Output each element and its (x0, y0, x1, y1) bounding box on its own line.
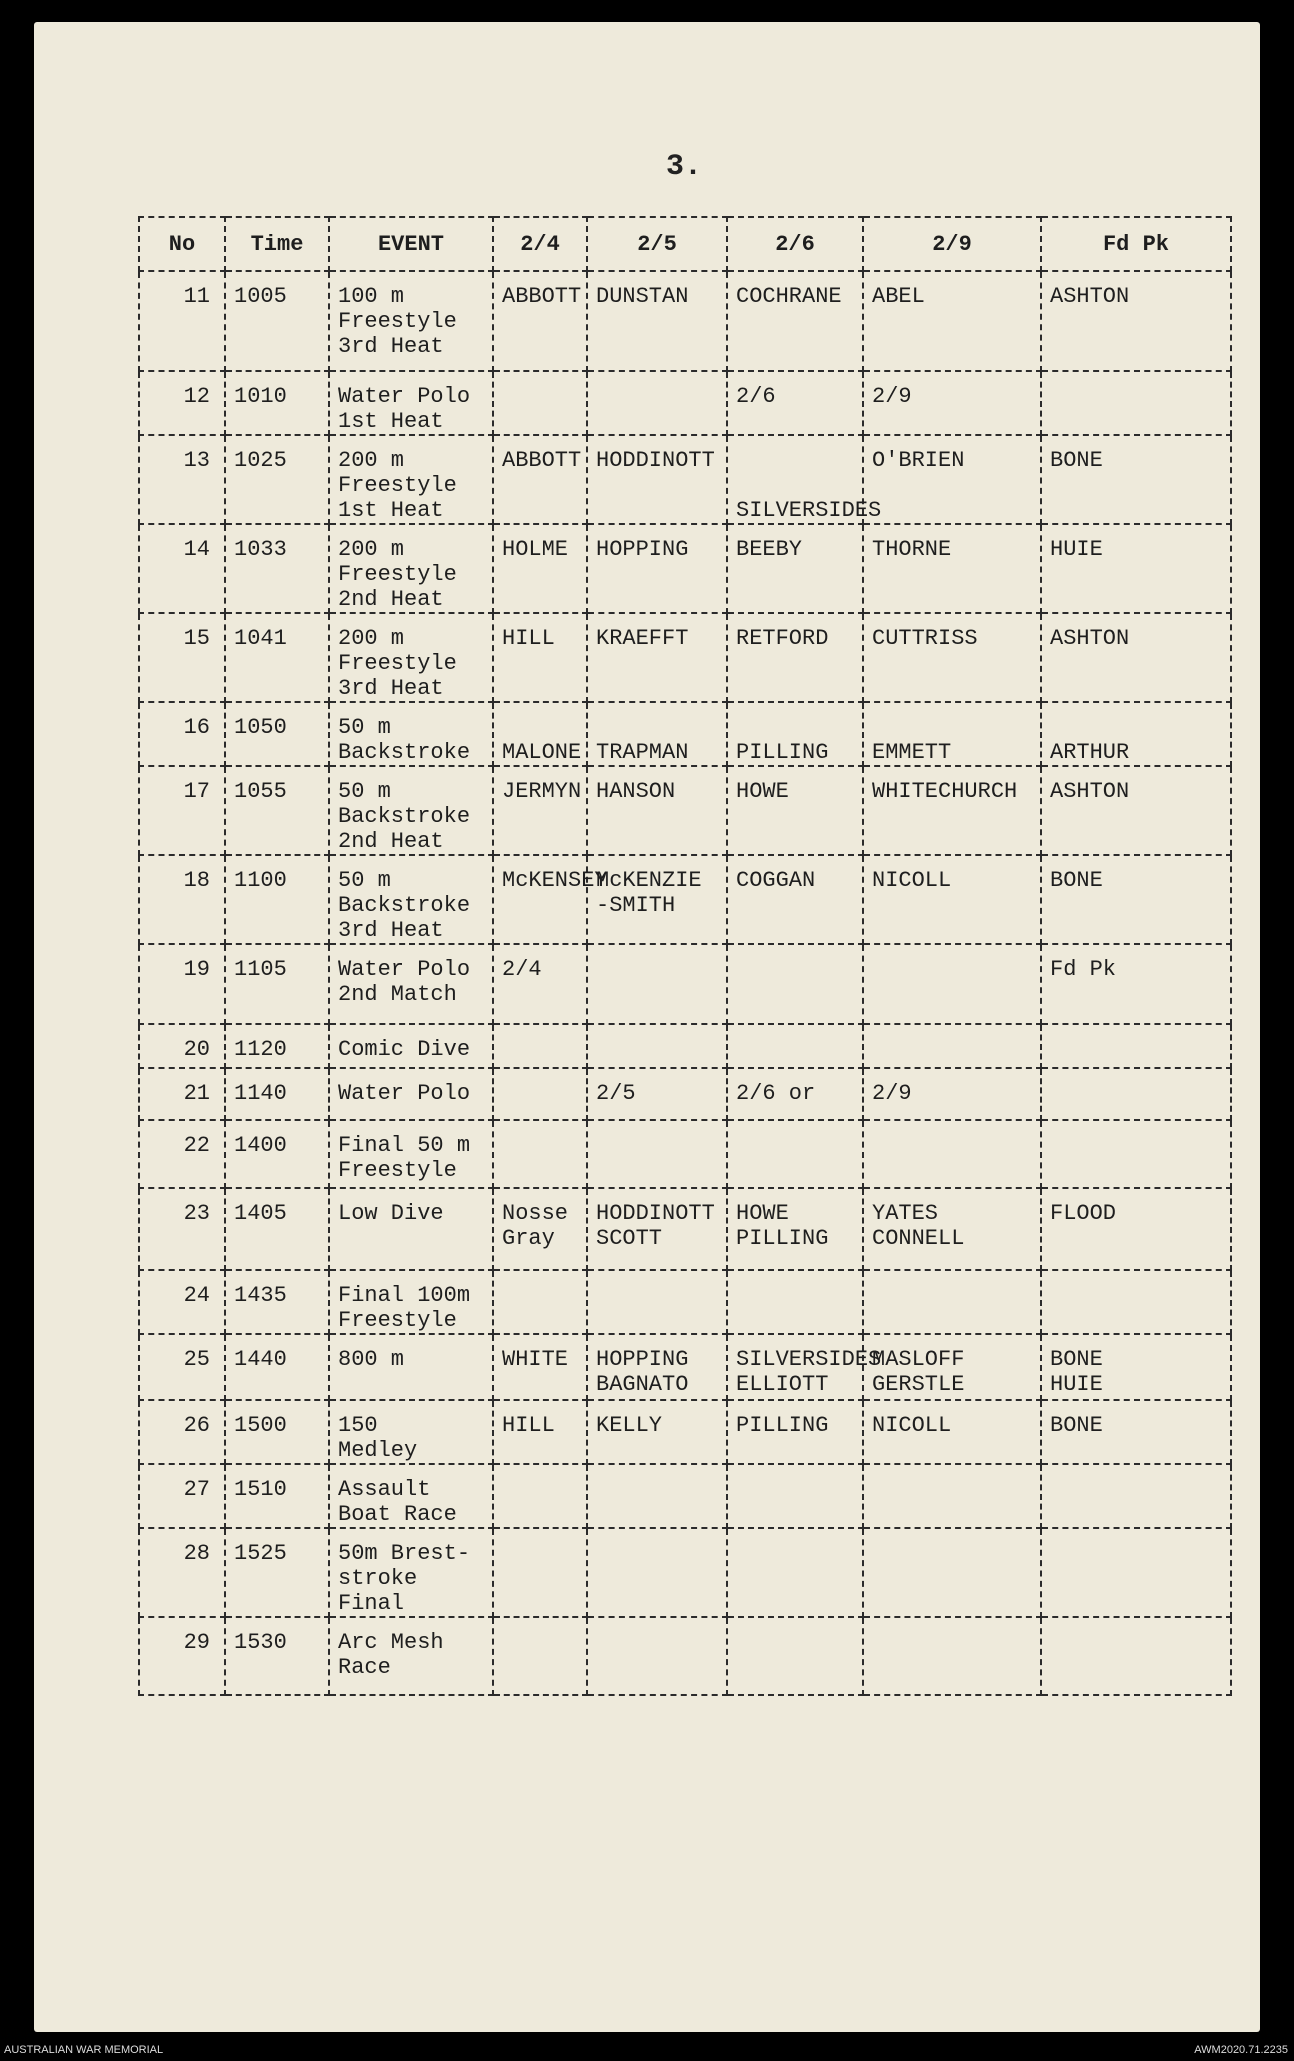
table-row (139, 944, 1231, 1024)
table-row (139, 1188, 1231, 1270)
table-row (139, 271, 1231, 371)
cell-2-9 (863, 1528, 1041, 1617)
cell-2-9: O'BRIEN (863, 435, 1041, 524)
cell-2-5: 2/5 (587, 1068, 727, 1120)
cell-event: 50 m Backstroke 2nd Heat (329, 766, 493, 855)
cell-no: 25 (139, 1334, 225, 1400)
cell-no: 19 (139, 944, 225, 1024)
cell-2-5: KELLY (587, 1400, 727, 1464)
document-page (34, 22, 1260, 2032)
cell-time: 1140 (225, 1068, 329, 1120)
cell-2-4 (493, 1120, 587, 1188)
cell-time: 1400 (225, 1120, 329, 1188)
cell-2-5 (587, 944, 727, 1024)
cell-2-5: HANSON (587, 766, 727, 855)
cell-fd-pk: BONE (1041, 435, 1231, 524)
table-row (139, 1120, 1231, 1188)
cell-2-9: NICOLL (863, 855, 1041, 944)
cell-time: 1100 (225, 855, 329, 944)
cell-2-6: 2/6 (727, 371, 863, 435)
cell-fd-pk: BONE (1041, 855, 1231, 944)
table-row (139, 855, 1231, 944)
cell-fd-pk (1041, 371, 1231, 435)
cell-2-9: CUTTRISS (863, 613, 1041, 702)
table-row (139, 1068, 1231, 1120)
cell-time: 1025 (225, 435, 329, 524)
cell-2-4: ABBOTT (493, 435, 587, 524)
cell-no: 26 (139, 1400, 225, 1464)
cell-event: 100 m Freestyle 3rd Heat (329, 271, 493, 371)
cell-no: 23 (139, 1188, 225, 1270)
cell-2-4 (493, 1024, 587, 1068)
footer-bar (0, 2040, 1294, 2061)
cell-2-6 (727, 944, 863, 1024)
cell-no: 24 (139, 1270, 225, 1334)
cell-2-9 (863, 1024, 1041, 1068)
cell-fd-pk (1041, 1464, 1231, 1528)
cell-2-4: JERMYN (493, 766, 587, 855)
cell-2-6: 2/6 or (727, 1068, 863, 1120)
cell-time: 1010 (225, 371, 329, 435)
cell-fd-pk (1041, 1068, 1231, 1120)
cell-2-4 (493, 1068, 587, 1120)
cell-2-9 (863, 1464, 1041, 1528)
cell-2-5: HODDINOTT SCOTT (587, 1188, 727, 1270)
cell-event: Arc Mesh Race (329, 1617, 493, 1695)
header-event: EVENT (329, 217, 493, 271)
cell-2-6 (727, 1120, 863, 1188)
header-2-5: 2/5 (587, 217, 727, 271)
cell-2-6 (727, 1617, 863, 1695)
cell-2-9 (863, 1120, 1041, 1188)
header-2-6: 2/6 (727, 217, 863, 271)
cell-event: 800 m (329, 1334, 493, 1400)
cell-event: Water Polo 2nd Match (329, 944, 493, 1024)
cell-fd-pk: HUIE (1041, 524, 1231, 613)
cell-2-9 (863, 944, 1041, 1024)
cell-fd-pk: ARTHUR (1041, 702, 1231, 766)
table-row (139, 613, 1231, 702)
header-time: Time (225, 217, 329, 271)
cell-time: 1055 (225, 766, 329, 855)
cell-2-9: NICOLL (863, 1400, 1041, 1464)
cell-2-4 (493, 1270, 587, 1334)
cell-fd-pk (1041, 1617, 1231, 1695)
cell-2-5: McKENZIE -SMITH (587, 855, 727, 944)
cell-2-6: COCHRANE (727, 271, 863, 371)
cell-time: 1005 (225, 271, 329, 371)
cell-2-4: HOLME (493, 524, 587, 613)
table-row (139, 1464, 1231, 1528)
footer-accession-number: AWM2020.71.2235 (1194, 2044, 1288, 2056)
cell-no: 16 (139, 702, 225, 766)
cell-fd-pk: ASHTON (1041, 613, 1231, 702)
cell-no: 28 (139, 1528, 225, 1617)
footer-credit: AUSTRALIAN WAR MEMORIAL (4, 2044, 164, 2056)
cell-2-5: TRAPMAN (587, 702, 727, 766)
schedule-table (138, 216, 1232, 1696)
cell-fd-pk (1041, 1024, 1231, 1068)
cell-fd-pk (1041, 1270, 1231, 1334)
cell-2-4 (493, 1617, 587, 1695)
cell-event: 200 m Freestyle 1st Heat (329, 435, 493, 524)
cell-no: 21 (139, 1068, 225, 1120)
cell-2-4: Nosse Gray (493, 1188, 587, 1270)
table-row (139, 1617, 1231, 1695)
cell-2-6 (727, 1464, 863, 1528)
cell-2-5 (587, 1270, 727, 1334)
cell-fd-pk: ASHTON (1041, 271, 1231, 371)
cell-2-4 (493, 1464, 587, 1528)
cell-2-6: HOWE (727, 766, 863, 855)
table-row (139, 1024, 1231, 1068)
cell-2-5 (587, 1528, 727, 1617)
cell-no: 12 (139, 371, 225, 435)
cell-time: 1120 (225, 1024, 329, 1068)
cell-2-5 (587, 1024, 727, 1068)
cell-event: Final 100m Freestyle (329, 1270, 493, 1334)
header-2-4: 2/4 (493, 217, 587, 271)
cell-2-6 (727, 1270, 863, 1334)
table-row (139, 1400, 1231, 1464)
cell-2-9: MASLOFF GERSTLE (863, 1334, 1041, 1400)
cell-2-9 (863, 1270, 1041, 1334)
cell-2-6: PILLING (727, 1400, 863, 1464)
cell-2-9: 2/9 (863, 371, 1041, 435)
cell-2-6: HOWE PILLING (727, 1188, 863, 1270)
cell-no: 13 (139, 435, 225, 524)
cell-2-5: HODDINOTT (587, 435, 727, 524)
cell-no: 22 (139, 1120, 225, 1188)
cell-time: 1041 (225, 613, 329, 702)
cell-no: 29 (139, 1617, 225, 1695)
cell-2-6: BEEBY (727, 524, 863, 613)
table-row (139, 702, 1231, 766)
cell-2-5 (587, 1464, 727, 1528)
cell-fd-pk (1041, 1528, 1231, 1617)
cell-fd-pk: Fd Pk (1041, 944, 1231, 1024)
cell-2-6: RETFORD (727, 613, 863, 702)
cell-no: 15 (139, 613, 225, 702)
cell-event: 50 m Backstroke 3rd Heat (329, 855, 493, 944)
cell-2-5: HOPPING (587, 524, 727, 613)
cell-2-5 (587, 371, 727, 435)
cell-event: Comic Dive (329, 1024, 493, 1068)
cell-fd-pk: BONE HUIE (1041, 1334, 1231, 1400)
table-row (139, 766, 1231, 855)
cell-time: 1525 (225, 1528, 329, 1617)
cell-2-4 (493, 1528, 587, 1617)
page-number: 3. (666, 150, 703, 184)
cell-time: 1105 (225, 944, 329, 1024)
header-no: No (139, 217, 225, 271)
cell-2-5: HOPPING BAGNATO (587, 1334, 727, 1400)
cell-2-4: HILL (493, 1400, 587, 1464)
table-row (139, 524, 1231, 613)
cell-no: 11 (139, 271, 225, 371)
cell-2-5 (587, 1120, 727, 1188)
cell-2-5 (587, 1617, 727, 1695)
cell-event: 50m Brest- stroke Final (329, 1528, 493, 1617)
cell-2-9: 2/9 (863, 1068, 1041, 1120)
cell-time: 1500 (225, 1400, 329, 1464)
table-row (139, 371, 1231, 435)
cell-time: 1050 (225, 702, 329, 766)
cell-no: 14 (139, 524, 225, 613)
cell-fd-pk: ASHTON (1041, 766, 1231, 855)
cell-2-4: McKENSEY (493, 855, 587, 944)
table-row (139, 1334, 1231, 1400)
table-row (139, 1270, 1231, 1334)
cell-event: 150 Medley (329, 1400, 493, 1464)
cell-2-5: KRAEFFT (587, 613, 727, 702)
cell-time: 1440 (225, 1334, 329, 1400)
cell-2-4: WHITE (493, 1334, 587, 1400)
table-row (139, 1528, 1231, 1617)
cell-2-9: WHITECHURCH (863, 766, 1041, 855)
header-2-9: 2/9 (863, 217, 1041, 271)
cell-2-4: ABBOTT (493, 271, 587, 371)
cell-event: Final 50 m Freestyle (329, 1120, 493, 1188)
cell-event: Assault Boat Race (329, 1464, 493, 1528)
cell-2-6: SILVERSIDES (727, 435, 863, 524)
cell-no: 20 (139, 1024, 225, 1068)
cell-2-6 (727, 1024, 863, 1068)
cell-2-6 (727, 1528, 863, 1617)
cell-time: 1033 (225, 524, 329, 613)
cell-event: 200 m Freestyle 2nd Heat (329, 524, 493, 613)
cell-no: 27 (139, 1464, 225, 1528)
cell-event: Water Polo (329, 1068, 493, 1120)
cell-time: 1510 (225, 1464, 329, 1528)
cell-event: 200 m Freestyle 3rd Heat (329, 613, 493, 702)
table-row (139, 435, 1231, 524)
cell-2-4: HILL (493, 613, 587, 702)
cell-2-9: EMMETT (863, 702, 1041, 766)
schedule-body (139, 271, 1231, 1695)
cell-2-4 (493, 371, 587, 435)
cell-2-5: DUNSTAN (587, 271, 727, 371)
cell-time: 1530 (225, 1617, 329, 1695)
cell-2-4: 2/4 (493, 944, 587, 1024)
cell-no: 17 (139, 766, 225, 855)
cell-2-9: THORNE (863, 524, 1041, 613)
cell-2-6: PILLING (727, 702, 863, 766)
cell-no: 18 (139, 855, 225, 944)
cell-time: 1405 (225, 1188, 329, 1270)
cell-fd-pk (1041, 1120, 1231, 1188)
cell-2-6: SILVERSIDES ELLIOTT (727, 1334, 863, 1400)
cell-2-9 (863, 1617, 1041, 1695)
cell-2-6: COGGAN (727, 855, 863, 944)
cell-event: 50 m Backstroke (329, 702, 493, 766)
cell-time: 1435 (225, 1270, 329, 1334)
header-fd-pk: Fd Pk (1041, 217, 1231, 271)
cell-2-4: MALONE (493, 702, 587, 766)
cell-event: Water Polo 1st Heat (329, 371, 493, 435)
cell-event: Low Dive (329, 1188, 493, 1270)
header-row (139, 217, 1231, 271)
cell-2-9: ABEL (863, 271, 1041, 371)
cell-fd-pk: BONE (1041, 1400, 1231, 1464)
cell-fd-pk: FLOOD (1041, 1188, 1231, 1270)
cell-2-9: YATES CONNELL (863, 1188, 1041, 1270)
